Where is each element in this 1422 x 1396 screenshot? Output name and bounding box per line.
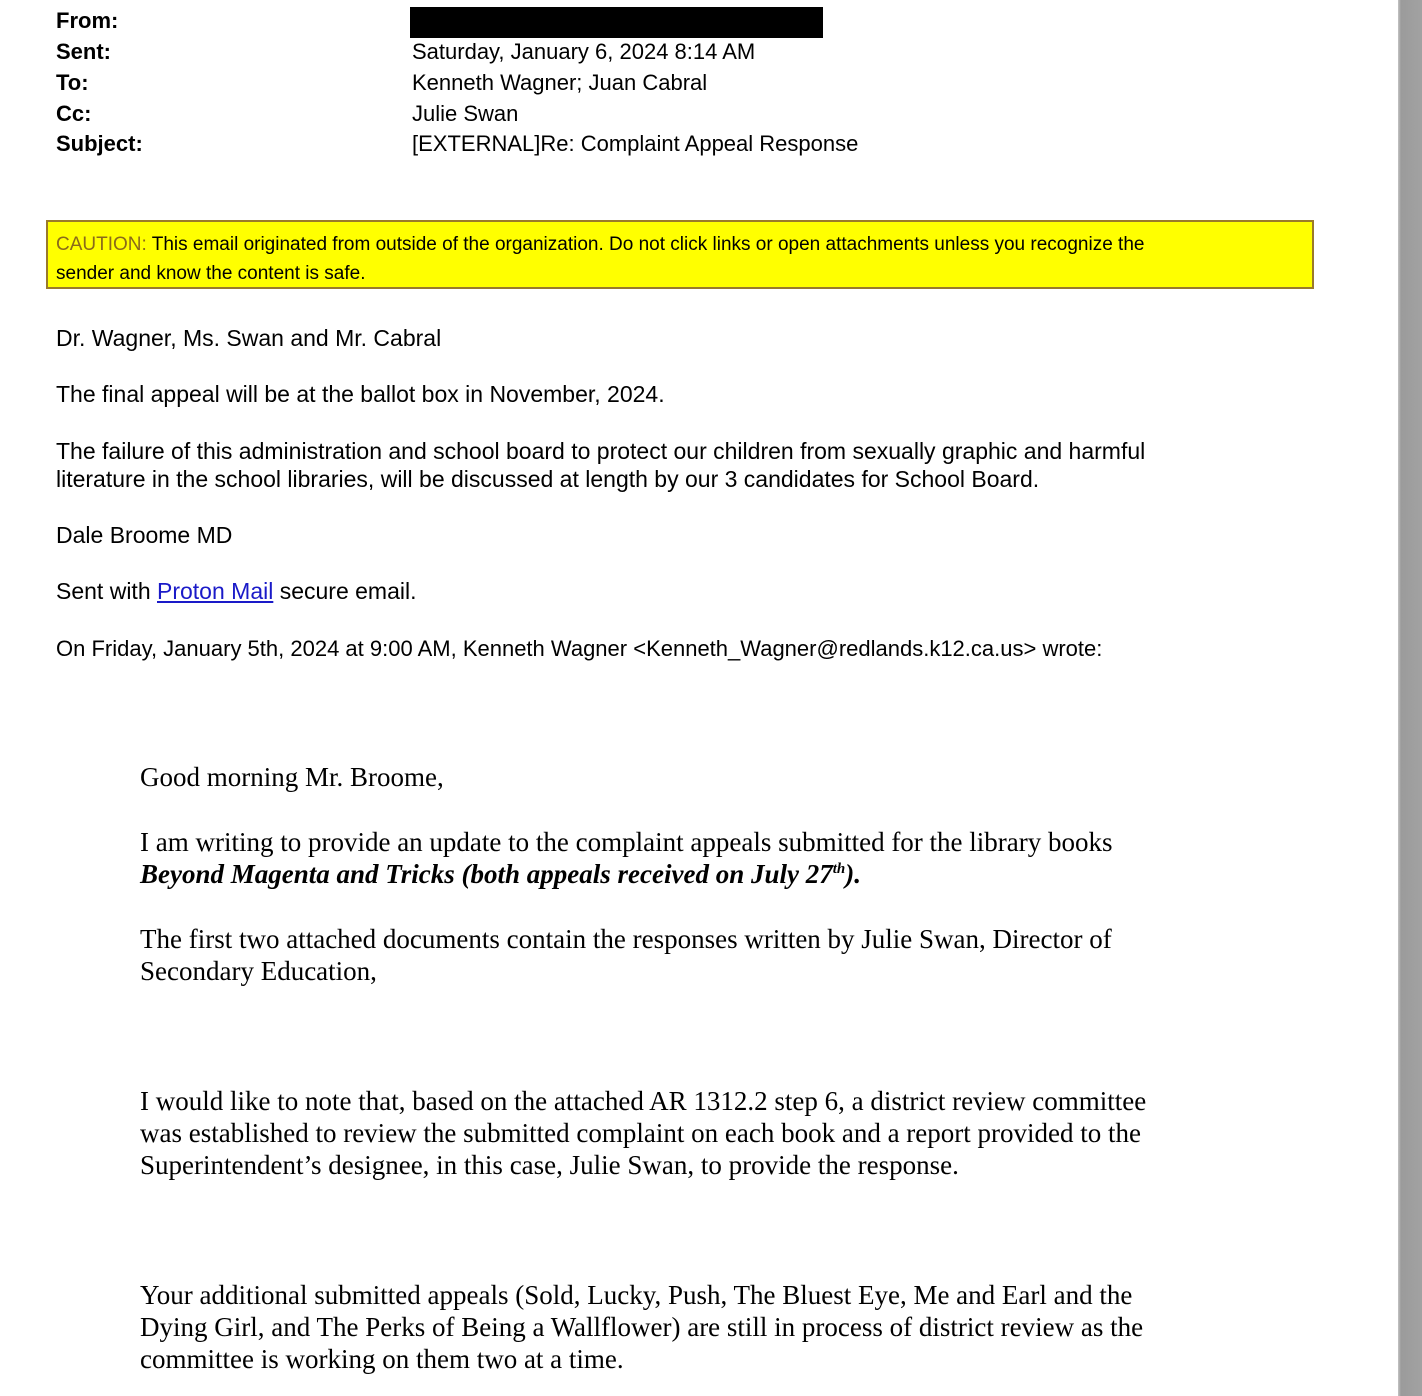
reply-signature: Dale Broome MD bbox=[56, 522, 233, 548]
reply-salutation: Dr. Wagner, Ms. Swan and Mr. Cabral bbox=[56, 325, 442, 351]
from-label: From: bbox=[56, 8, 119, 33]
sent-with-line bbox=[56, 577, 417, 605]
quoted-p4-line-3: committee is working on them two at a time. bbox=[140, 1344, 624, 1374]
quoted-p2-line-2: Secondary Education, bbox=[140, 956, 377, 986]
caution-text-2: sender and know the content is safe. bbox=[56, 263, 366, 284]
viewer-scrollbar-edge[interactable] bbox=[1398, 0, 1422, 1396]
reply-paragraph-2-line-2: literature in the school libraries, will be discussed at length by our 3 candidates for School Board. bbox=[56, 466, 1040, 492]
cc-label: Cc: bbox=[56, 101, 92, 126]
quoted-p4-line-1: Your additional submitted appeals (Sold, Lucky, Push, The Bluest Eye, Me and Earl and the bbox=[140, 1280, 1133, 1310]
quoted-p2-line-1: The first two attached documents contain the responses written by Julie Swan, Director of bbox=[140, 924, 1112, 954]
external-caution-banner bbox=[46, 220, 1314, 289]
caution-text-1: This email originated from outside of the organization. Do not click links or open attachments unless you recognize the bbox=[146, 234, 1145, 255]
redacted-sender bbox=[410, 7, 823, 38]
ordinal-suffix: th bbox=[832, 861, 846, 877]
quoted-greeting: Good morning Mr. Broome, bbox=[140, 762, 444, 792]
sent-label: Sent: bbox=[56, 39, 111, 64]
book-titles-bold: Beyond Magenta and Tricks (both appeals received on July 27 bbox=[140, 859, 833, 889]
subject-value: [EXTERNAL]Re: Complaint Appeal Response bbox=[412, 131, 859, 156]
proton-mail-link[interactable]: Proton Mail bbox=[157, 578, 274, 604]
quoted-p1-line-1: I am writing to provide an update to the complaint appeals submitted for the library books bbox=[140, 827, 1113, 857]
reply-paragraph-2-line-1: The failure of this administration and school board to protect our children from sexually graphic and harmful bbox=[56, 438, 1146, 464]
sent-with-suffix: secure email. bbox=[273, 578, 417, 604]
subject-label: Subject: bbox=[56, 131, 143, 156]
quoted-p3-line-1: I would like to note that, based on the attached AR 1312.2 step 6, a district review committee bbox=[140, 1086, 1147, 1116]
quoted-p3-line-3: Superintendent’s designee, in this case, Julie Swan, to provide the response. bbox=[140, 1150, 959, 1180]
sent-with-prefix: Sent with bbox=[56, 578, 157, 604]
caution-tag: CAUTION: bbox=[56, 234, 147, 255]
reply-paragraph-1: The final appeal will be at the ballot box in November, 2024. bbox=[56, 381, 665, 407]
to-value: Kenneth Wagner; Juan Cabral bbox=[412, 70, 708, 95]
sent-value: Saturday, January 6, 2024 8:14 AM bbox=[412, 39, 756, 64]
caution-line-1 bbox=[56, 230, 1302, 259]
quoted-p3-line-2: was established to review the submitted complaint on each book and a report provided to the bbox=[140, 1118, 1141, 1148]
quoted-p4-line-2: Dying Girl, and The Perks of Being a Wallflower) are still in process of district review as the bbox=[140, 1312, 1144, 1342]
book-titles-close: ). bbox=[845, 859, 861, 889]
to-label: To: bbox=[56, 70, 89, 95]
quoted-p1-line-2 bbox=[140, 858, 861, 890]
cc-value: Julie Swan bbox=[412, 101, 519, 126]
quote-header: On Friday, January 5th, 2024 at 9:00 AM, Kenneth Wagner <Kenneth_Wagner@redlands.k12.ca.us> wrote: bbox=[56, 636, 1103, 661]
